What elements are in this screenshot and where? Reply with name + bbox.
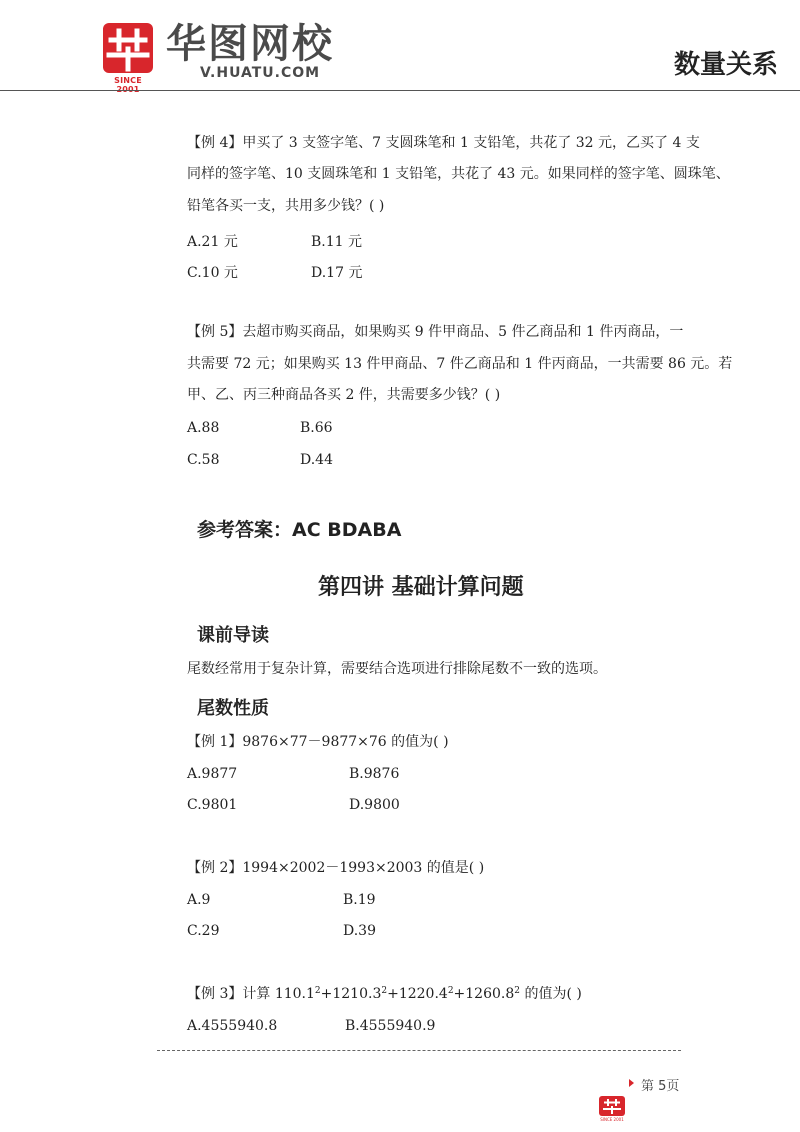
- q3-exp4: 2: [514, 986, 520, 996]
- preview-text: 尾数经常用于复杂计算，需要结合选项进行排除尾数不一致的选项。: [187, 661, 607, 677]
- ex4-option-c: C.10 元: [187, 265, 238, 281]
- ex5-line3: 甲、乙、丙三种商品各买 2 件，共需要多少钱？( ): [187, 387, 501, 403]
- q2-option-b: B.19: [343, 892, 376, 908]
- q3-term3: +1220.4: [387, 986, 448, 1002]
- ex5-line2: 共需要 72 元；如果购买 13 件甲商品、7 件乙商品和 1 件丙商品，一共需要 86 元。若: [187, 356, 733, 372]
- q2-option-a: A.9: [187, 892, 211, 908]
- lecture-title: 第四讲 基础计算问题: [318, 575, 524, 600]
- q3-term4: +1260.8: [453, 986, 515, 1002]
- ex5-option-b: B.66: [300, 420, 333, 436]
- brand-url: V.HUATU.COM: [200, 65, 321, 81]
- ex5-option-d: D.44: [300, 452, 333, 468]
- ex4-option-a: A.21 元: [187, 234, 238, 250]
- footer-since: SINCE 2001: [600, 1117, 624, 1122]
- q2-option-c: C.29: [187, 923, 220, 939]
- q3-prefix: 【例 3】计算: [187, 986, 275, 1002]
- ex5-option-a: A.88: [187, 420, 220, 436]
- reference-answer: 参考答案：AC BDABA: [197, 519, 402, 541]
- page-arrow-icon: [629, 1079, 634, 1087]
- q3-term1: 110.1: [274, 986, 315, 1002]
- q3-exp2: 2: [381, 986, 388, 996]
- q2-option-d: D.39: [343, 923, 376, 939]
- logo-glyph-icon: [103, 23, 153, 73]
- ex4-line1: 【例 4】甲买了 3 支签字笔、7 支圆珠笔和 1 支铅笔，共花了 32 元，乙买了 4 支: [187, 135, 700, 151]
- q1-option-d: D.9800: [349, 797, 400, 813]
- huatu-logo: [103, 23, 153, 73]
- ex5-line1: 【例 5】去超市购买商品，如果购买 9 件甲商品、5 件乙商品和 1 件丙商品，一: [187, 324, 684, 340]
- footer-logo-glyph-icon: [599, 1096, 625, 1116]
- ex4-line2: 同样的签字笔、10 支圆珠笔和 1 支铅笔，共花了 43 元。如果同样的签字笔、圆珠笔、: [187, 166, 730, 182]
- q2-stem: 【例 2】1994×2002－1993×2003 的值是( ): [187, 860, 485, 876]
- section-title: 数量关系: [673, 50, 778, 80]
- brand-name: 华图网校: [166, 21, 334, 67]
- logo-since: SINCE: [114, 76, 142, 85]
- ex4-line3: 铅笔各买一支，共用多少钱？( ): [187, 198, 385, 214]
- q3-option-a: A.4555940.8: [187, 1018, 278, 1034]
- q1-option-a: A.9877: [187, 766, 238, 782]
- preview-heading: 课前导读: [197, 625, 269, 646]
- q1-option-c: C.9801: [187, 797, 238, 813]
- ex4-option-d: D.17 元: [311, 265, 363, 281]
- q3-term2: +1210.3: [320, 986, 382, 1002]
- tail-heading: 尾数性质: [197, 698, 269, 719]
- footer-divider: [157, 1050, 681, 1051]
- q3-suffix: 的值为( ): [520, 986, 582, 1002]
- q1-option-b: B.9876: [349, 766, 400, 782]
- page-number: 第 5页: [641, 1079, 680, 1094]
- ex4-option-b: B.11 元: [311, 234, 363, 250]
- ex5-option-c: C.58: [187, 452, 220, 468]
- q3-option-b: B.4555940.9: [345, 1018, 436, 1034]
- q3-exp3: 2: [447, 986, 454, 996]
- header-divider: [0, 90, 800, 91]
- footer-logo: [599, 1096, 625, 1116]
- q3-stem: [187, 979, 582, 1009]
- q3-exp1: 2: [314, 986, 321, 996]
- q1-stem: 【例 1】9876×77－9877×76 的值为( ): [187, 734, 449, 750]
